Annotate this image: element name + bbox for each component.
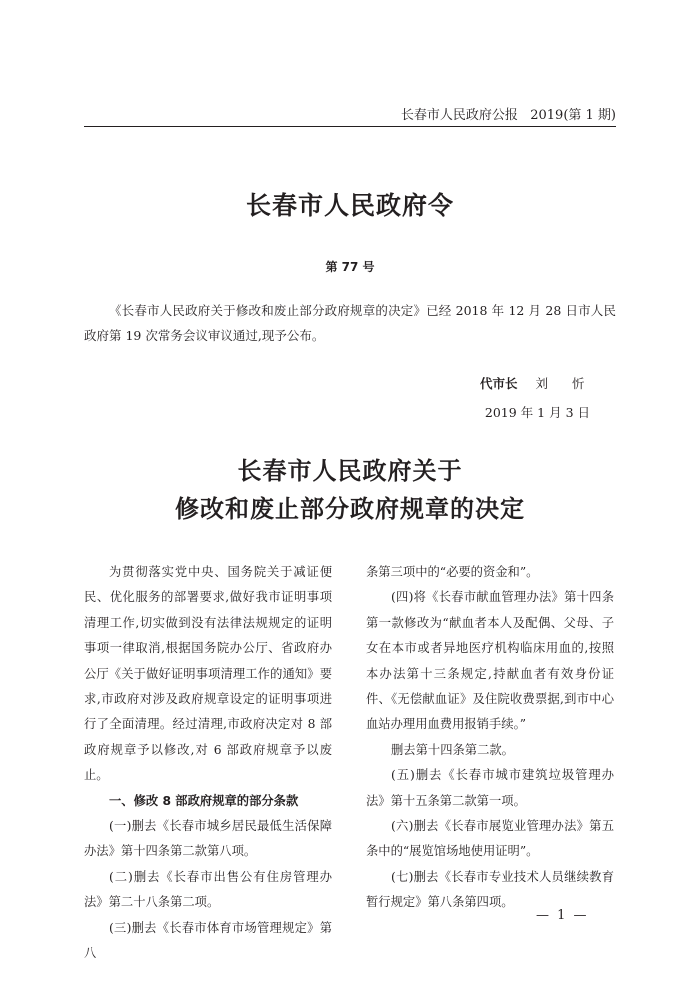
announcement-paragraph: 《长春市人民政府关于修改和废止部分政府规章的决定》已经 2018 年 12 月 28 日市人民政府第 19 次常务会议审议通过,现予公布。: [84, 303, 616, 343]
clause-paragraph: 删去第十四条第二款。: [391, 742, 514, 757]
page-number: — 1 —: [536, 908, 589, 923]
signer-title: 代市长: [480, 376, 518, 391]
clause-paragraph: (四)将《长春市献血管理办法》第十四条第一款修改为“献血者本人及配偶、父母、子女在本市或者异地医疗机构临床用血的,按照本办法第十三条规定,持献血者有效身份证件、《无偿献血证》及住院收费票据,到市中心血站办理用血费用报销手续。”: [366, 590, 614, 732]
clause-paragraph: (六)删去《长春市展览业管理办法》第五条中的“展览馆场地使用证明”。: [366, 819, 614, 859]
clause-paragraph: (三)删去《长春市体育市场管理规定》第八: [84, 920, 332, 961]
decision-title-line-2: 修改和废止部分政府规章的决定: [175, 494, 525, 523]
left-column: [84, 560, 332, 967]
header-rule: [84, 126, 616, 127]
intro-paragraph: 为贯彻落实党中央、国务院关于减证便民、优化服务的部署要求,做好我市证明事项清理工作,切实做到没有法律法规规定的证明事项一律取消,根据国务院办公厅、省政府办公厅《关于做好证明事项清理工作的通知》要求,市政府对涉及政府规章设定的证明事项进行了全面清理。经过清理,市政府决定对 8 部政府规章予以修改,对 6 部政府规章予以废止。: [84, 565, 332, 783]
clause-paragraph: (二)删去《长春市出售公有住房管理办法》第二十八条第二项。: [84, 869, 332, 910]
issue-label: 2019(第 1 期): [530, 108, 616, 123]
decision-title-line-1: 长春市人民政府关于: [237, 456, 463, 485]
section-heading: 一、修改 8 部政府规章的部分条款: [109, 793, 299, 808]
decision-title: [0, 452, 700, 528]
signature-line: [480, 374, 595, 392]
running-header: [84, 104, 616, 123]
order-number: 第 77 号: [325, 260, 375, 274]
signing-date: 2019 年 1 月 3 日: [484, 405, 590, 420]
signer-name: 刘 忻: [535, 376, 595, 391]
order-title: 长春市人民政府令: [245, 191, 454, 220]
clause-paragraph: (七)删去《长春市专业技术人员继续教育暂行规定》第八条第四项。: [366, 869, 614, 910]
right-column: [366, 560, 614, 916]
running-title: 长春市人民政府公报: [400, 108, 518, 123]
clause-continuation: 条第三项中的“必要的资金和”。: [366, 565, 539, 579]
clause-paragraph: (一)删去《长春市城乡居民最低生活保障办法》第十四条第二款第八项。: [84, 819, 332, 859]
clause-paragraph: (五)删去《长春市城市建筑垃圾管理办法》第十五条第二款第一项。: [366, 768, 614, 808]
